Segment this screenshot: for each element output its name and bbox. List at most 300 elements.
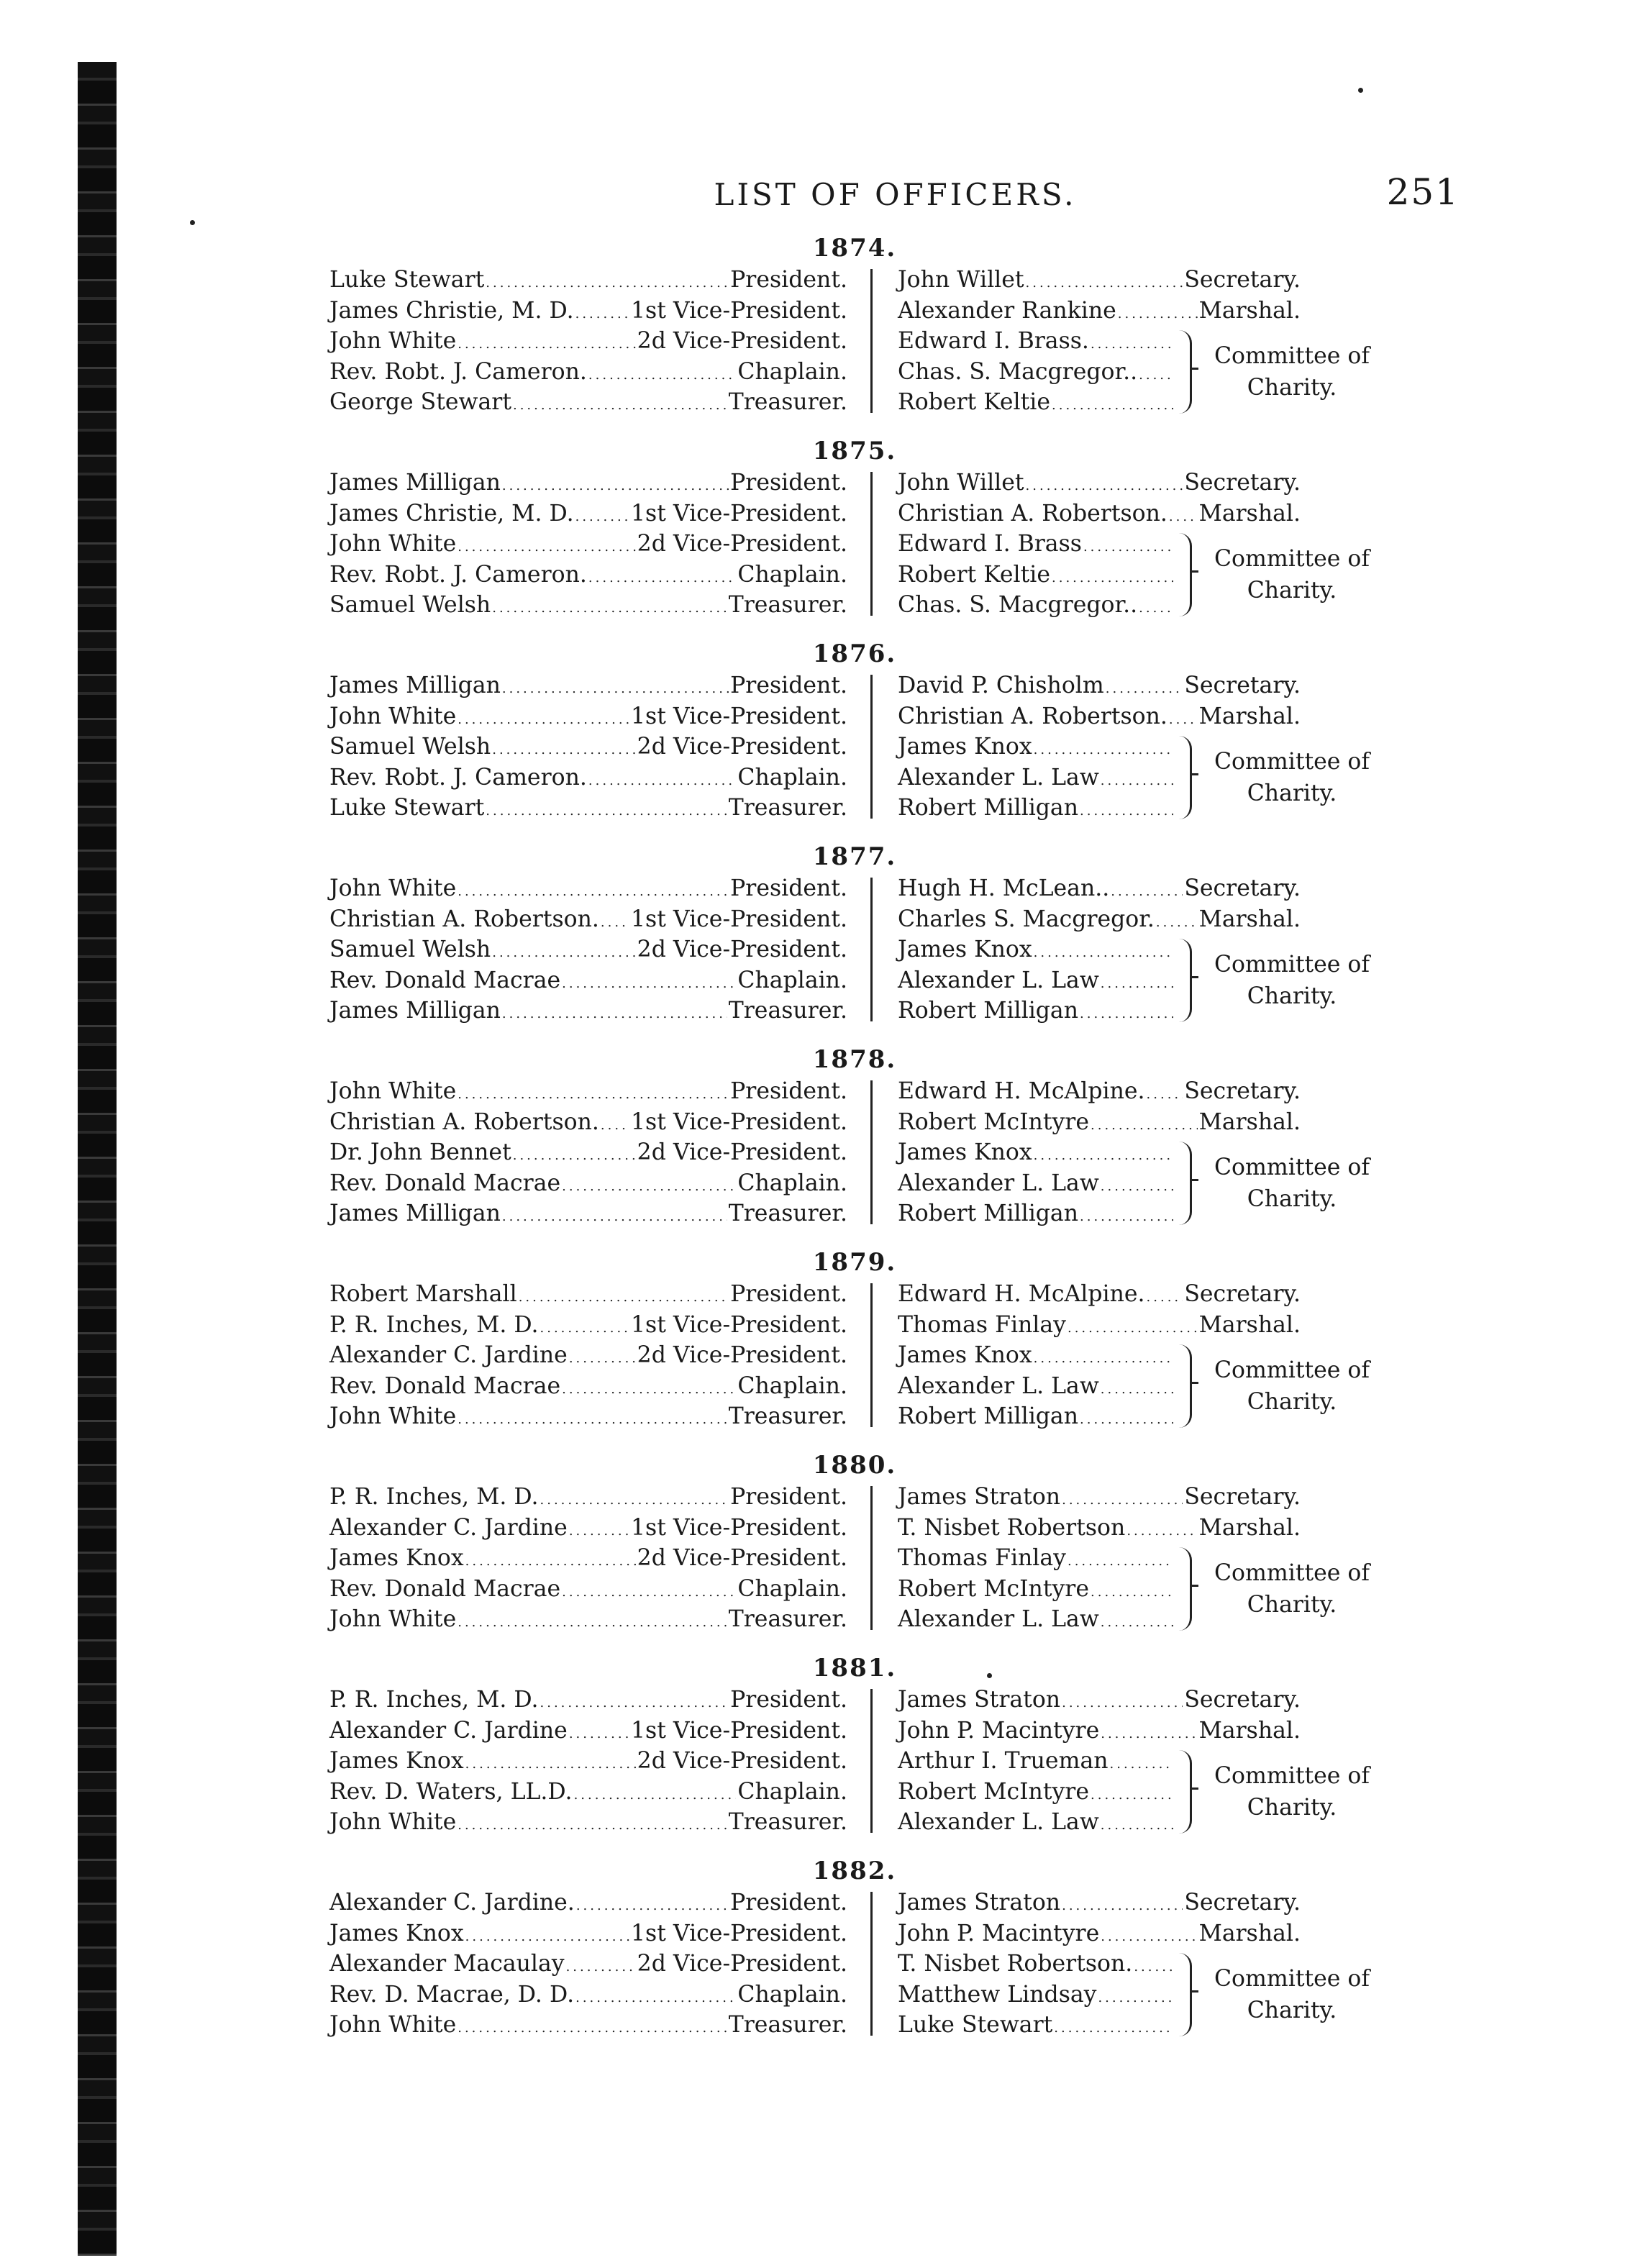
year-section — [329, 1652, 1380, 1854]
leader-dots — [1034, 938, 1173, 969]
officer-row — [329, 498, 847, 529]
officers-left-column — [329, 1887, 847, 2041]
right-brace — [1177, 1142, 1192, 1225]
officer-name: Samuel Welsh — [329, 592, 491, 619]
year-section — [329, 1449, 1380, 1652]
leader-dots — [588, 563, 737, 594]
officer-name: John P. Macintyre — [898, 1717, 1100, 1744]
office-title: Marshal. — [1198, 500, 1301, 527]
officer-name: John Willet — [898, 267, 1024, 293]
officer-row — [898, 296, 1301, 327]
book-spine-edge — [78, 62, 117, 2256]
officer-name: John White — [329, 2012, 457, 2039]
leader-dots — [1052, 391, 1173, 422]
committee-member-name: James Knox — [898, 734, 1032, 760]
leader-dots — [486, 796, 727, 827]
officers-right-column — [898, 1685, 1394, 1836]
leader-dots — [574, 1780, 737, 1811]
committee-member-row — [898, 1949, 1175, 1980]
committee-member-name: Robert Keltie — [898, 389, 1050, 416]
leader-dots — [576, 1891, 729, 1922]
committee-member-row — [898, 326, 1175, 357]
committee-member-row — [898, 1340, 1175, 1371]
committee-label: Committee of Charity. — [1214, 546, 1370, 604]
committee-block — [898, 529, 1394, 622]
office-title: Marshal. — [1198, 1108, 1301, 1135]
office-title: Marshal. — [1198, 1717, 1301, 1744]
leader-dots — [492, 735, 635, 766]
officer-name: James Straton — [898, 1687, 1061, 1713]
officer-name: Rev. Robt. J. Cameron. — [329, 561, 587, 588]
officer-row — [329, 1685, 847, 1716]
committee-member-row — [898, 762, 1175, 793]
office-title: 1st Vice-President. — [631, 297, 847, 324]
committee-member-row — [898, 1543, 1175, 1574]
office-title: 1st Vice-President. — [631, 1311, 847, 1338]
office-title: 1st Vice-President. — [631, 500, 847, 527]
officers-left-column — [329, 1482, 847, 1635]
officers-left-column — [329, 1685, 847, 1838]
officer-row — [329, 1980, 847, 2010]
office-title: 2d Vice-President. — [637, 328, 847, 355]
office-title: 2d Vice-President. — [637, 734, 847, 760]
committee-member-row — [898, 1401, 1175, 1432]
office-title: 1st Vice-President. — [631, 1920, 847, 1946]
officer-name: Alexander C. Jardine — [329, 1717, 568, 1744]
office-title: Chaplain. — [737, 1372, 847, 1399]
office-title: Secretary. — [1184, 875, 1301, 901]
office-title: 1st Vice-President. — [631, 1514, 847, 1541]
officer-name: James Knox — [329, 1748, 464, 1775]
officer-name: James Knox — [329, 1920, 464, 1946]
officer-row — [329, 732, 847, 762]
committee-member-name: Robert Keltie — [898, 561, 1050, 588]
leader-dots — [1034, 735, 1173, 766]
officer-row — [898, 468, 1301, 498]
leader-dots — [1147, 1283, 1183, 1313]
committee-member-name: Alexander L. Law — [898, 1170, 1099, 1196]
office-title: President. — [730, 1890, 847, 1916]
leader-dots — [1080, 999, 1173, 1030]
office-title: Marshal. — [1198, 297, 1301, 324]
officer-name: Edward H. McAlpine. — [898, 1281, 1145, 1307]
officers-right-column — [898, 265, 1394, 416]
committee-label: Committee of Charity. — [1214, 1560, 1370, 1618]
officer-row — [898, 1685, 1301, 1716]
office-title: Marshal. — [1198, 1920, 1301, 1946]
office-title: 2d Vice-President. — [637, 1748, 847, 1775]
officer-row — [329, 904, 847, 935]
leader-dots — [1101, 1172, 1173, 1203]
column-divider — [870, 472, 873, 616]
committee-member-name: Luke Stewart — [898, 2012, 1053, 2039]
officer-row — [329, 2010, 847, 2041]
officer-name: Alexander C. Jardine. — [329, 1890, 575, 1916]
officer-name: Alexander Rankine — [898, 297, 1116, 324]
right-brace — [1177, 1750, 1192, 1834]
officer-name: John White — [329, 875, 457, 901]
leader-dots — [1101, 1375, 1173, 1406]
officer-name: John White — [329, 1809, 457, 1836]
leader-dots — [1169, 705, 1198, 736]
page-title: LIST OF OFFICERS. — [714, 177, 1077, 212]
committee-member-row — [898, 793, 1175, 824]
officer-name: George Stewart — [329, 389, 511, 416]
officer-row — [898, 498, 1301, 529]
officer-row — [898, 873, 1301, 904]
officer-row — [329, 762, 847, 793]
officer-row — [898, 1513, 1301, 1544]
officer-row — [329, 1107, 847, 1138]
office-title: Treasurer. — [728, 998, 847, 1024]
column-divider — [870, 1283, 873, 1427]
committee-member-name: Robert Milligan — [898, 1201, 1079, 1227]
committee-member-row — [898, 529, 1175, 560]
leader-dots — [1026, 471, 1183, 502]
officer-name: Luke Stewart — [329, 267, 485, 293]
year-section — [329, 1043, 1380, 1246]
committee-member-name: Robert Milligan — [898, 1403, 1079, 1430]
leader-dots — [1091, 1577, 1173, 1608]
leader-dots — [1147, 1080, 1183, 1111]
officer-name: John Willet — [898, 470, 1024, 496]
officer-row — [329, 1574, 847, 1605]
leader-dots — [1091, 329, 1173, 360]
leader-dots — [458, 1608, 727, 1639]
leader-dots — [588, 766, 737, 797]
leader-dots — [465, 1547, 636, 1577]
officer-row — [329, 1371, 847, 1402]
office-title: Chaplain. — [737, 1170, 847, 1196]
committee-member-row — [898, 732, 1175, 762]
officer-row — [329, 560, 847, 591]
committee-member-row — [898, 1807, 1175, 1838]
committee-member-name: Matthew Lindsay — [898, 1981, 1097, 2008]
leader-dots — [519, 1283, 729, 1313]
committee-member-name: Robert McIntyre — [898, 1575, 1089, 1602]
column-divider — [870, 878, 873, 1021]
leader-dots — [1101, 1922, 1197, 1953]
leader-dots — [566, 1952, 636, 1983]
officer-row — [898, 670, 1301, 701]
officer-row — [898, 1482, 1301, 1513]
officer-name: John White — [329, 1078, 457, 1104]
officer-row — [898, 904, 1301, 935]
leader-dots — [458, 1405, 727, 1436]
office-title: Marshal. — [1198, 703, 1301, 729]
office-title: 2d Vice-President. — [637, 1342, 847, 1369]
committee-label: Committee of Charity. — [1214, 749, 1370, 806]
officer-name: James Straton — [898, 1890, 1061, 1916]
officer-name: Rev. Robt. J. Cameron. — [329, 358, 587, 385]
office-title: Chaplain. — [737, 764, 847, 791]
leader-dots — [1110, 1749, 1173, 1780]
right-brace — [1177, 1547, 1192, 1631]
leader-dots — [502, 999, 727, 1030]
committee-member-name: Alexander L. Law — [898, 967, 1099, 993]
office-title: President. — [730, 1078, 847, 1104]
office-title: Treasurer. — [728, 1809, 847, 1836]
column-divider — [870, 675, 873, 819]
year-heading: 1880. — [812, 1451, 897, 1480]
committee-label: Committee of Charity. — [1214, 1357, 1370, 1415]
leader-dots — [1139, 593, 1173, 624]
office-title: Marshal. — [1198, 1514, 1301, 1541]
committee-member-row — [898, 1980, 1175, 2010]
committee-member-row — [898, 357, 1175, 388]
officer-row — [329, 265, 847, 296]
office-title: President. — [730, 673, 847, 698]
officer-name: Robert Marshall — [329, 1281, 517, 1307]
officer-row — [329, 1777, 847, 1808]
committee-block — [898, 1543, 1394, 1636]
office-title: 2d Vice-President. — [637, 937, 847, 963]
officers-right-column — [898, 468, 1394, 619]
committee-member-name: Arthur I. Trueman — [898, 1748, 1109, 1774]
year-heading: 1878. — [812, 1045, 897, 1074]
officers-right-column — [898, 670, 1394, 821]
leader-dots — [575, 299, 629, 330]
leader-dots — [1068, 1313, 1198, 1344]
leader-dots — [1034, 1344, 1173, 1375]
committee-member-name: James Knox — [898, 1139, 1032, 1165]
committee-label: Committee of Charity. — [1214, 1155, 1370, 1212]
officer-row — [898, 265, 1301, 296]
office-title: Secretary. — [1184, 470, 1301, 496]
committee-label: Committee of Charity. — [1214, 952, 1370, 1009]
officer-row — [329, 1513, 847, 1544]
leader-dots — [458, 1080, 729, 1111]
running-head — [331, 171, 1460, 229]
office-title: Treasurer. — [728, 2012, 847, 2039]
officer-name: Rev. Robt. J. Cameron. — [329, 764, 587, 791]
officer-name: Charles S. Macgregor. — [898, 906, 1155, 932]
leader-dots — [1054, 2013, 1173, 2044]
office-title: Chaplain. — [737, 1778, 847, 1805]
committee-member-row — [898, 590, 1175, 621]
leader-dots — [562, 1577, 736, 1608]
officer-name: Christian A. Robertson. — [898, 703, 1167, 729]
committee-member-name: Robert Milligan — [898, 998, 1079, 1024]
leader-dots — [492, 938, 635, 969]
office-title: Chaplain. — [737, 1575, 847, 1602]
officers-left-column — [329, 468, 847, 621]
year-section — [329, 840, 1380, 1043]
office-title: Chaplain. — [737, 967, 847, 993]
leader-dots — [458, 2013, 727, 2044]
officer-name: Rev. Donald Macrae — [329, 967, 561, 993]
leader-dots — [562, 1375, 736, 1406]
leader-dots — [502, 674, 729, 705]
column-divider — [870, 1689, 873, 1833]
officer-name: James Christie, M. D. — [329, 500, 574, 527]
office-title: 2d Vice-President. — [637, 1139, 847, 1166]
office-title: Marshal. — [1198, 1311, 1301, 1338]
leader-dots — [492, 593, 727, 624]
office-title: Treasurer. — [728, 592, 847, 619]
officer-name: James Milligan — [329, 673, 501, 698]
leader-dots — [513, 1141, 636, 1172]
committee-member-row — [898, 934, 1175, 965]
committee-member-name: Alexander L. Law — [898, 1372, 1099, 1399]
officer-row — [329, 793, 847, 824]
leader-dots — [569, 1719, 629, 1750]
committee-member-name: Thomas Finlay — [898, 1545, 1066, 1571]
officer-name: Rev. Donald Macrae — [329, 1575, 561, 1602]
committee-block — [898, 1137, 1394, 1231]
leader-dots — [1034, 1141, 1173, 1172]
committee-member-name: Alexander L. Law — [898, 764, 1099, 791]
committee-member-name: Alexander L. Law — [898, 1809, 1099, 1836]
committee-block — [898, 1746, 1394, 1839]
column-divider — [870, 1486, 873, 1630]
year-heading: 1875. — [812, 437, 897, 465]
committee-member-name: Alexander L. Law — [898, 1606, 1099, 1633]
officer-row — [329, 357, 847, 388]
officer-row — [898, 1107, 1301, 1138]
officer-row — [898, 1279, 1301, 1310]
officer-row — [329, 670, 847, 701]
officer-name: Alexander Macaulay — [329, 1951, 565, 1977]
officer-name: Rev. D. Waters, LL.D. — [329, 1778, 573, 1805]
leader-dots — [1139, 360, 1173, 391]
officers-right-column — [898, 1279, 1394, 1430]
leader-dots — [1101, 1719, 1197, 1750]
committee-member-name: Edward I. Brass — [898, 531, 1082, 557]
officers-right-column — [898, 1887, 1394, 2039]
year-heading: 1881. — [812, 1654, 897, 1682]
officer-name: P. R. Inches, M. D. — [329, 1484, 539, 1510]
leader-dots — [1091, 1780, 1173, 1811]
leader-dots — [588, 360, 737, 391]
office-title: President. — [730, 1484, 847, 1510]
leader-dots — [1101, 766, 1173, 797]
officer-row — [329, 1401, 847, 1432]
leader-dots — [458, 877, 729, 908]
officer-row — [329, 1746, 847, 1777]
ink-speck — [190, 220, 195, 225]
officer-name: James Milligan — [329, 998, 501, 1024]
officers-right-column — [898, 1482, 1394, 1633]
committee-block — [898, 934, 1394, 1028]
right-brace — [1177, 1344, 1192, 1428]
officer-row — [329, 873, 847, 904]
office-title: President. — [730, 1281, 847, 1307]
leader-dots — [1080, 1202, 1173, 1233]
office-title: Secretary. — [1184, 673, 1301, 698]
leader-dots — [569, 1344, 636, 1375]
leader-dots — [486, 268, 729, 299]
committee-member-row — [898, 1604, 1175, 1635]
officer-name: John White — [329, 531, 457, 557]
officer-row — [329, 1310, 847, 1341]
leader-dots — [1126, 1516, 1197, 1547]
leader-dots — [562, 1172, 736, 1203]
officers-left-column — [329, 1279, 847, 1432]
officer-name: James Straton — [898, 1484, 1061, 1510]
year-section — [329, 1246, 1380, 1449]
officer-name: Luke Stewart — [329, 795, 485, 821]
leader-dots — [540, 1485, 729, 1516]
leader-dots — [1156, 908, 1198, 939]
officer-name: Christian A. Robertson. — [329, 1108, 599, 1135]
officer-name: John White — [329, 1403, 457, 1430]
officer-row — [329, 1279, 847, 1310]
committee-member-row — [898, 965, 1175, 996]
office-title: 2d Vice-President. — [637, 1951, 847, 1977]
column-divider — [870, 1080, 873, 1224]
officer-name: Rev. Donald Macrae — [329, 1170, 561, 1196]
officer-name: Christian A. Robertson. — [329, 906, 599, 932]
officer-row — [329, 996, 847, 1026]
leader-dots — [1080, 796, 1173, 827]
officer-row — [898, 1076, 1301, 1107]
officer-row — [329, 529, 847, 560]
committee-member-row — [898, 1574, 1175, 1605]
committee-member-name: Chas. S. Macgregor.. — [898, 592, 1138, 619]
officer-list — [329, 232, 1380, 2057]
column-divider — [870, 269, 873, 413]
committee-block — [898, 1949, 1394, 2042]
committee-member-row — [898, 1168, 1175, 1199]
officer-name: P. R. Inches, M. D. — [329, 1311, 539, 1338]
year-section — [329, 1854, 1380, 2057]
officer-name: John White — [329, 328, 457, 355]
leader-dots — [1080, 1405, 1173, 1436]
leader-dots — [601, 908, 629, 939]
officer-row — [329, 1137, 847, 1168]
committee-member-row — [898, 2010, 1175, 2041]
leader-dots — [1101, 969, 1173, 1000]
office-title: Treasurer. — [728, 389, 847, 416]
year-heading: 1882. — [812, 1857, 897, 1885]
officers-left-column — [329, 1076, 847, 1229]
officer-name: Rev. D. Macrae, D. D. — [329, 1981, 575, 2008]
office-title: Secretary. — [1184, 267, 1301, 293]
right-brace — [1177, 330, 1192, 414]
office-title: Treasurer. — [728, 795, 847, 821]
leader-dots — [1091, 1111, 1198, 1142]
office-title: Secretary. — [1184, 1078, 1301, 1104]
officer-name: David P. Chisholm — [898, 673, 1104, 698]
officers-left-column — [329, 265, 847, 418]
leader-dots — [465, 1922, 629, 1953]
officer-name: Robert McIntyre — [898, 1108, 1089, 1135]
committee-member-name: Chas. S. Macgregor.. — [898, 358, 1138, 385]
leader-dots — [1101, 1608, 1173, 1639]
page-number: 251 — [1386, 171, 1460, 213]
office-title: 1st Vice-President. — [631, 1108, 847, 1135]
committee-member-name: Robert McIntyre — [898, 1778, 1089, 1805]
office-title: Treasurer. — [728, 1606, 847, 1633]
office-title: Secretary. — [1184, 1687, 1301, 1713]
officer-name: Samuel Welsh — [329, 937, 491, 963]
committee-member-row — [898, 560, 1175, 591]
officer-row — [329, 701, 847, 732]
leader-dots — [1062, 1688, 1183, 1719]
year-section — [329, 232, 1380, 434]
officer-name: Samuel Welsh — [329, 734, 491, 760]
committee-member-name: James Knox — [898, 937, 1032, 962]
leader-dots — [513, 391, 727, 422]
leader-dots — [1098, 1983, 1173, 2014]
officer-name: John P. Macintyre — [898, 1920, 1100, 1946]
officer-name: Rev. Donald Macrae — [329, 1372, 561, 1399]
office-title: 2d Vice-President. — [637, 531, 847, 557]
officer-row — [329, 326, 847, 357]
leader-dots — [575, 502, 629, 533]
officer-name: James Milligan — [329, 1201, 501, 1227]
